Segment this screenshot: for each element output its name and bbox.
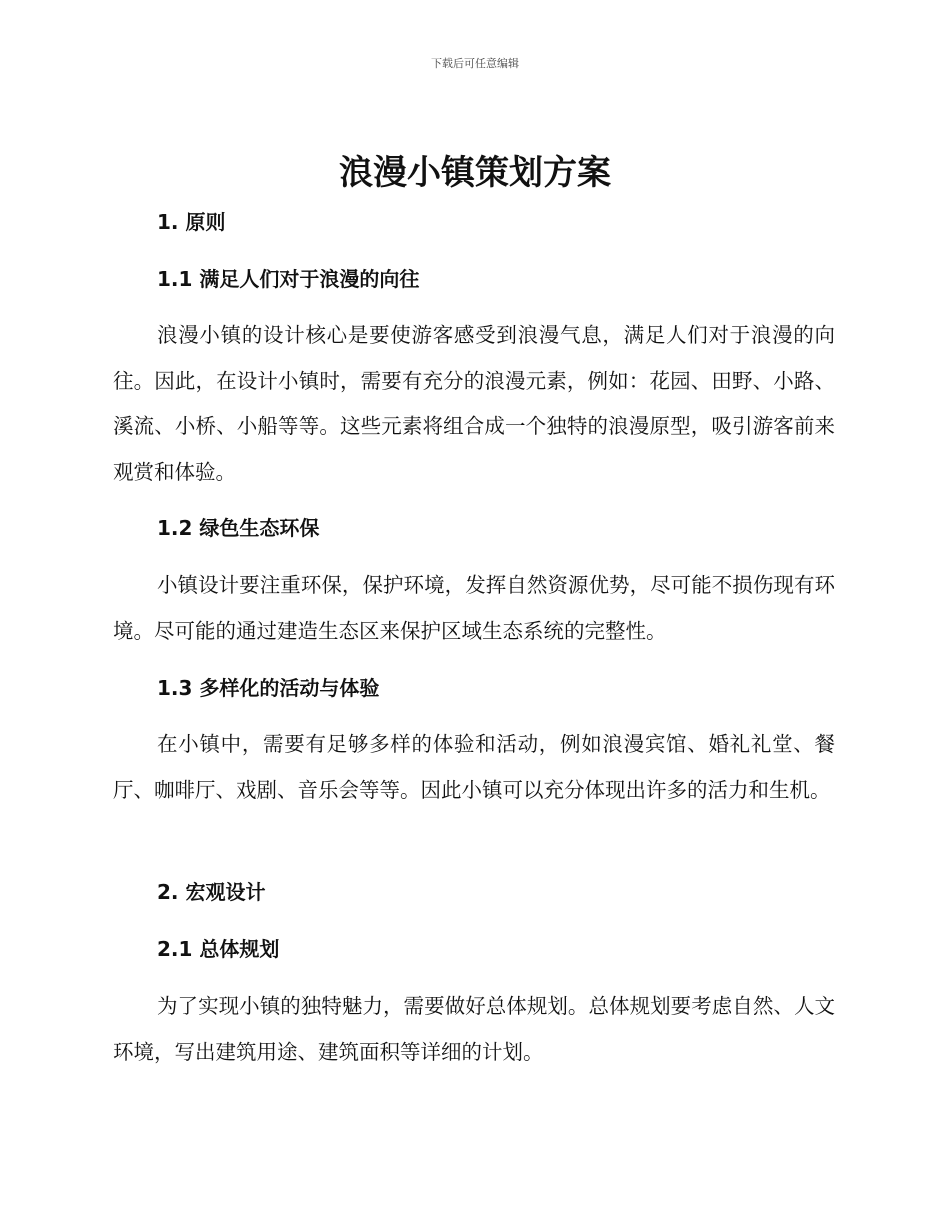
paragraph-1-2: 小镇设计要注重环保，保护环境，发挥自然资源优势，尽可能不损伤现有环境。尽可能的通过建造生态区来保护区域生态系统的完整性。 bbox=[113, 573, 835, 643]
heading-1-3: 1.3 多样化的活动与体验 bbox=[157, 676, 380, 700]
document-title: 浪漫小镇策划方案 bbox=[339, 153, 611, 193]
paragraph-1-1: 浪漫小镇的设计核心是要使游客感受到浪漫气息，满足人们对于浪漫的向往。因此，在设计小镇时，需要有充分的浪漫元素，例如：花园、田野、小路、溪流、小桥、小船等等。这些元素将组合成一个独特的浪漫原型，吸引游客前来观赏和体验。 bbox=[113, 323, 835, 484]
header-note: 下载后可任意编辑 bbox=[431, 57, 519, 70]
paragraph-1-3: 在小镇中，需要有足够多样的体验和活动，例如浪漫宾馆、婚礼礼堂、餐厅、咖啡厅、戏剧、音乐会等等。因此小镇可以充分体现出许多的活力和生机。 bbox=[113, 732, 835, 802]
heading-2: 2. 宏观设计 bbox=[157, 880, 266, 904]
heading-1: 1. 原则 bbox=[157, 210, 226, 234]
heading-1-1: 1.1 满足人们对于浪漫的向往 bbox=[157, 267, 420, 291]
heading-2-1: 2.1 总体规划 bbox=[157, 937, 280, 961]
heading-1-2: 1.2 绿色生态环保 bbox=[157, 516, 320, 540]
paragraph-2-1: 为了实现小镇的独特魅力，需要做好总体规划。总体规划要考虑自然、人文环境，写出建筑用途、建筑面积等详细的计划。 bbox=[113, 994, 835, 1064]
